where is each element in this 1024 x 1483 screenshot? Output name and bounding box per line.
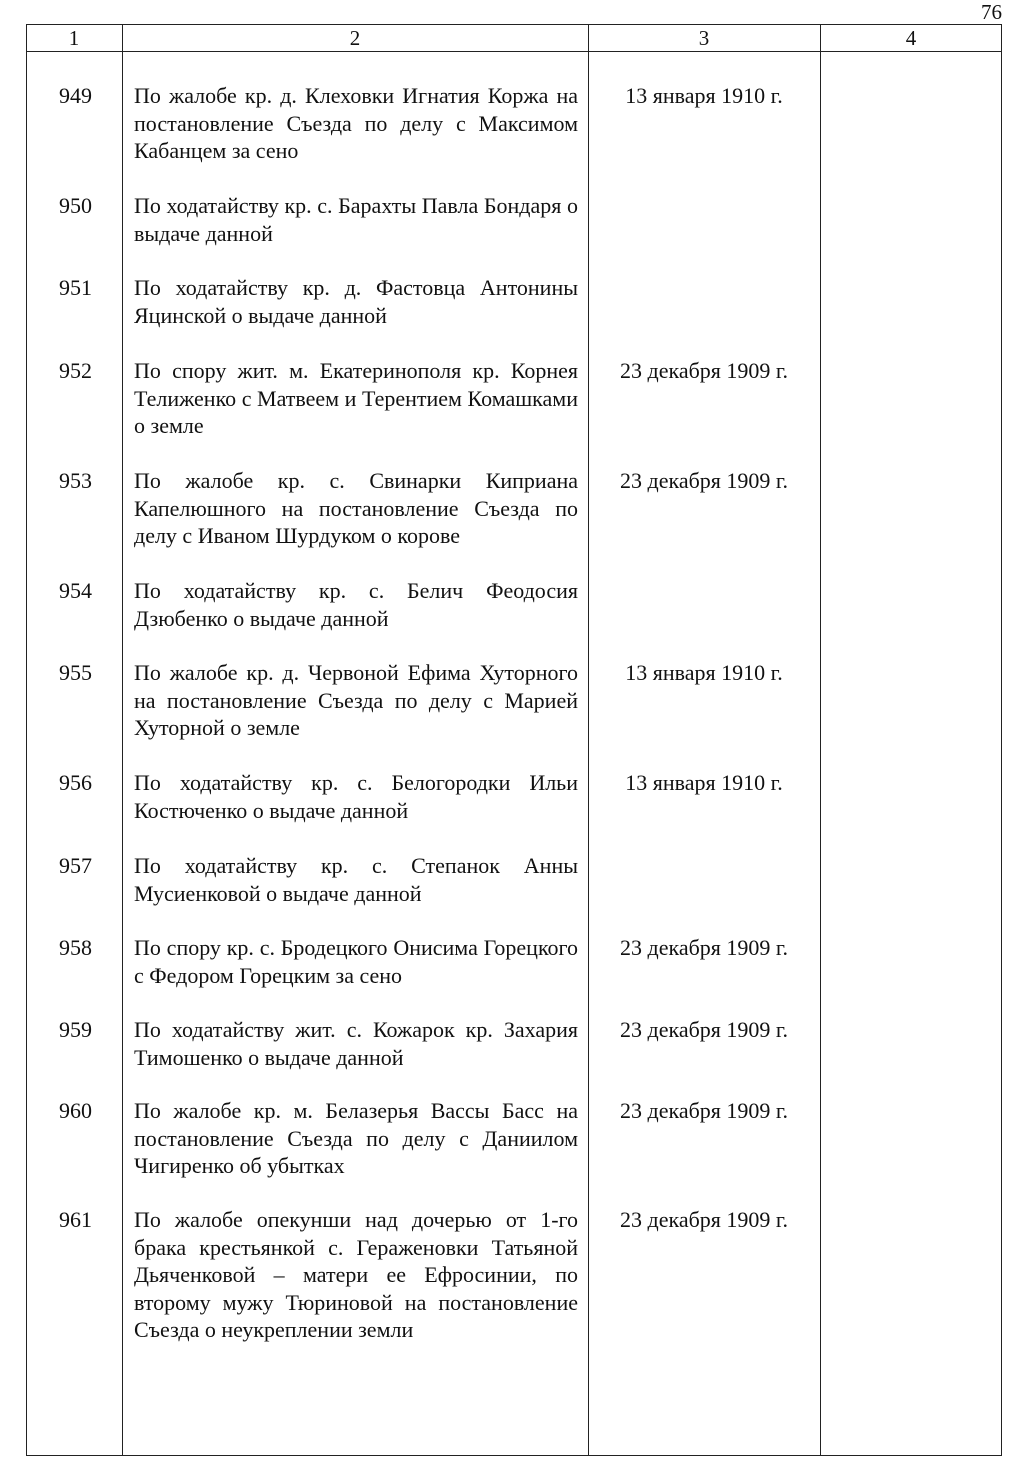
row-number: 957 <box>59 853 92 878</box>
row-description: По ходатайству кр. с. Степанок Анны Мусиенковой о выдаче данной <box>134 853 578 906</box>
row-description: По спору жит. м. Екатеринополя кр. Корнея Телиженко с Матвеем и Терентием Комашками о земле <box>134 358 578 439</box>
header-col-2: 2 <box>349 26 361 50</box>
row-number: 959 <box>59 1017 92 1042</box>
row-description: По жалобе кр. д. Червоной Ефима Хуторного на постановление Съезда по делу с Марией Хуторной о земле <box>134 660 578 741</box>
row-date: 23 декабря 1909 г. <box>620 1098 788 1123</box>
row-date: 23 декабря 1909 г. <box>620 1207 788 1232</box>
column-divider-2 <box>588 24 589 1456</box>
row-number: 954 <box>59 578 92 603</box>
row-number: 950 <box>59 193 92 218</box>
header-col-4: 4 <box>905 26 917 50</box>
row-description: По жалобе кр. д. Клеховки Игнатия Коржа на постановление Съезда по делу с Максимом Кабанцем за сено <box>134 83 578 164</box>
row-description: По ходатайству кр. с. Барахты Павла Бондаря о выдаче данной <box>134 193 578 246</box>
row-number: 952 <box>59 358 92 383</box>
header-col-3: 3 <box>698 26 710 50</box>
row-number: 956 <box>59 770 92 795</box>
row-number: 953 <box>59 468 92 493</box>
row-description: По ходатайству кр. д. Фастовца Антонины Яцинской о выдаче данной <box>134 275 578 328</box>
row-date: 13 января 1910 г. <box>625 770 783 795</box>
header-divider <box>26 51 1002 52</box>
row-date: 13 января 1910 г. <box>625 83 783 108</box>
row-number: 955 <box>59 660 92 685</box>
row-number: 951 <box>59 275 92 300</box>
row-date: 13 января 1910 г. <box>625 660 783 685</box>
column-divider-1 <box>122 24 123 1456</box>
row-description: По ходатайству кр. с. Белич Феодосия Дзюбенко о выдаче данной <box>134 578 578 631</box>
row-date: 23 декабря 1909 г. <box>620 1017 788 1042</box>
page-number: 76 <box>981 0 1002 24</box>
row-number: 961 <box>59 1207 92 1232</box>
row-description: По жалобе опекунши над дочерью от 1-го брака крестьянкой с. Гераженовки Татьяной Дьяченковой – матери ее Ефросинии, по второму мужу Тюриновой на постановление Съезда о неукреплении земли <box>134 1207 578 1343</box>
row-date: 23 декабря 1909 г. <box>620 468 788 493</box>
column-divider-3 <box>820 24 821 1456</box>
row-description: По жалобе кр. с. Свинарки Киприана Капелюшного на постановление Съезда по делу с Иваном Шурдуком о корове <box>134 468 578 549</box>
row-number: 949 <box>59 83 92 108</box>
row-description: По спору кр. с. Бродецкого Онисима Горецкого с Федором Горецким за сено <box>134 935 578 988</box>
header-col-1: 1 <box>68 26 80 50</box>
row-description: По жалобе кр. м. Белазерья Вассы Басс на постановление Съезда по делу с Даниилом Чигиренко об убытках <box>134 1098 578 1179</box>
row-number: 960 <box>59 1098 92 1123</box>
row-description: По ходатайству жит. с. Кожарок кр. Захария Тимошенко о выдаче данной <box>134 1017 578 1070</box>
row-date: 23 декабря 1909 г. <box>620 358 788 383</box>
row-date: 23 декабря 1909 г. <box>620 935 788 960</box>
row-number: 958 <box>59 935 92 960</box>
row-description: По ходатайству кр. с. Белогородки Ильи Костюченко о выдаче данной <box>134 770 578 823</box>
